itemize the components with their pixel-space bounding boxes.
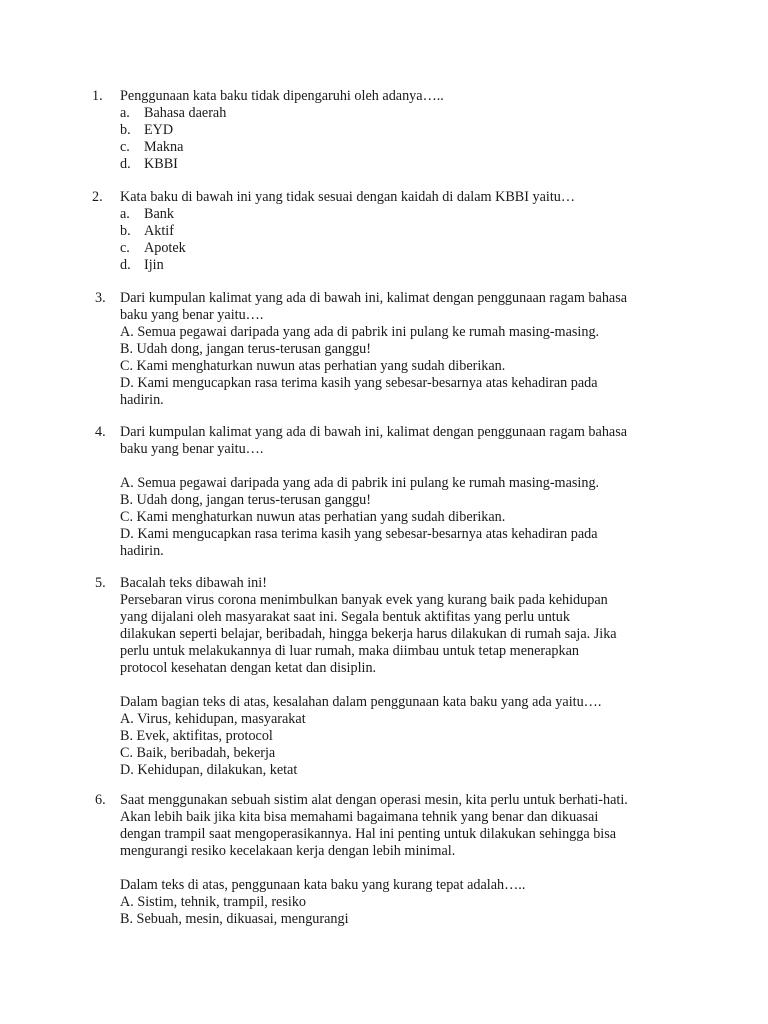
question-text: baku yang benar yaitu…. [120,441,264,457]
question-body [120,189,680,274]
option-a: a. Bahasa daerah [120,105,227,121]
passage-text: mengurangi resiko kecelakaan kerja dengan lebih minimal. [120,843,456,859]
passage-text: Persebaran virus corona menimbulkan banyak evek yang kurang baik pada kehidupan [120,592,608,608]
option-b: B. Udah dong, jangan terus-terusan ganggu! [120,492,371,508]
question-body [120,290,680,409]
passage-text: dilakukan seperti belajar, beribadah, hingga bekerja harus dilakukan di rumah saja. Jika [120,626,617,642]
option-b: b. EYD [120,122,174,138]
question-text: Dari kumpulan kalimat yang ada di bawah ini, kalimat dengan penggunaan ragam bahasa [120,424,628,440]
question-number: 1. [92,88,103,104]
passage-text: perlu untuk melakukannya di luar rumah, maka diimbau untuk tetap menerapkan [120,643,579,659]
question-body [120,792,680,928]
passage-text: Saat menggunakan sebuah sistim alat dengan operasi mesin, kita perlu untuk berhati-hati. [120,792,628,808]
question-number: 2. [92,189,103,205]
option-d: d. Ijin [120,257,164,273]
option-b: b. Aktif [120,223,174,239]
option-d: D. Kami mengucapkan rasa terima kasih yang sebesar-besarnya atas kehadiran pada [120,375,598,391]
question-number: 3. [95,290,106,306]
question-text: Dari kumpulan kalimat yang ada di bawah ini, kalimat dengan penggunaan ragam bahasa [120,290,628,306]
question-text: Dalam bagian teks di atas, kesalahan dalam penggunaan kata baku yang ada yaitu…. [120,694,602,710]
option-c: C. Baik, beribadah, bekerja [120,745,276,761]
passage-text: yang dijalani oleh masyarakat saat ini. Segala bentuk aktifitas yang perlu untuk [120,609,570,625]
option-c: C. Kami menghaturkan nuwun atas perhatian yang sudah diberikan. [120,509,506,525]
passage-text: dengan trampil saat mengoperasikannya. Hal ini penting untuk dilakukan sehingga bisa [120,826,617,842]
option-c: c. Makna [120,139,184,155]
option-d-continued: hadirin. [120,543,164,559]
question-text: Penggunaan kata baku tidak dipengaruhi oleh adanya….. [120,88,444,104]
option-a: A. Semua pegawai daripada yang ada di pabrik ini pulang ke rumah masing-masing. [120,324,600,340]
option-a: A. Virus, kehidupan, masyarakat [120,711,306,727]
instruction-text: Bacalah teks dibawah ini! [120,575,267,591]
option-a: a. Bank [120,206,174,222]
question-number: 6. [95,792,106,808]
option-b: B. Evek, aktifitas, protocol [120,728,273,744]
option-d: D. Kami mengucapkan rasa terima kasih yang sebesar-besarnya atas kehadiran pada [120,526,598,542]
passage-text: Akan lebih baik jika kita bisa memahami bagaimana tehnik yang benar dan dikuasai [120,809,599,825]
option-d-continued: hadirin. [120,392,164,408]
question-number: 4. [95,424,106,440]
option-d: D. Kehidupan, dilakukan, ketat [120,762,298,778]
passage-text: protocol kesehatan dengan ketat dan disiplin. [120,660,377,676]
option-c: C. Kami menghaturkan nuwun atas perhatian yang sudah diberikan. [120,358,506,374]
question-body [120,575,680,779]
question-body [120,424,680,560]
option-a: A. Sistim, tehnik, trampil, resiko [120,894,307,910]
option-b: B. Sebuah, mesin, dikuasai, mengurangi [120,911,349,927]
option-a: A. Semua pegawai daripada yang ada di pabrik ini pulang ke rumah masing-masing. [120,475,600,491]
option-d: d. KBBI [120,156,178,172]
option-c: c. Apotek [120,240,186,256]
question-text: Kata baku di bawah ini yang tidak sesuai dengan kaidah di dalam KBBI yaitu… [120,189,576,205]
option-b: B. Udah dong, jangan terus-terusan ganggu! [120,341,371,357]
question-body [120,88,680,173]
question-text: Dalam teks di atas, penggunaan kata baku yang kurang tepat adalah….. [120,877,526,893]
question-number: 5. [95,575,106,591]
question-text: baku yang benar yaitu…. [120,307,264,323]
